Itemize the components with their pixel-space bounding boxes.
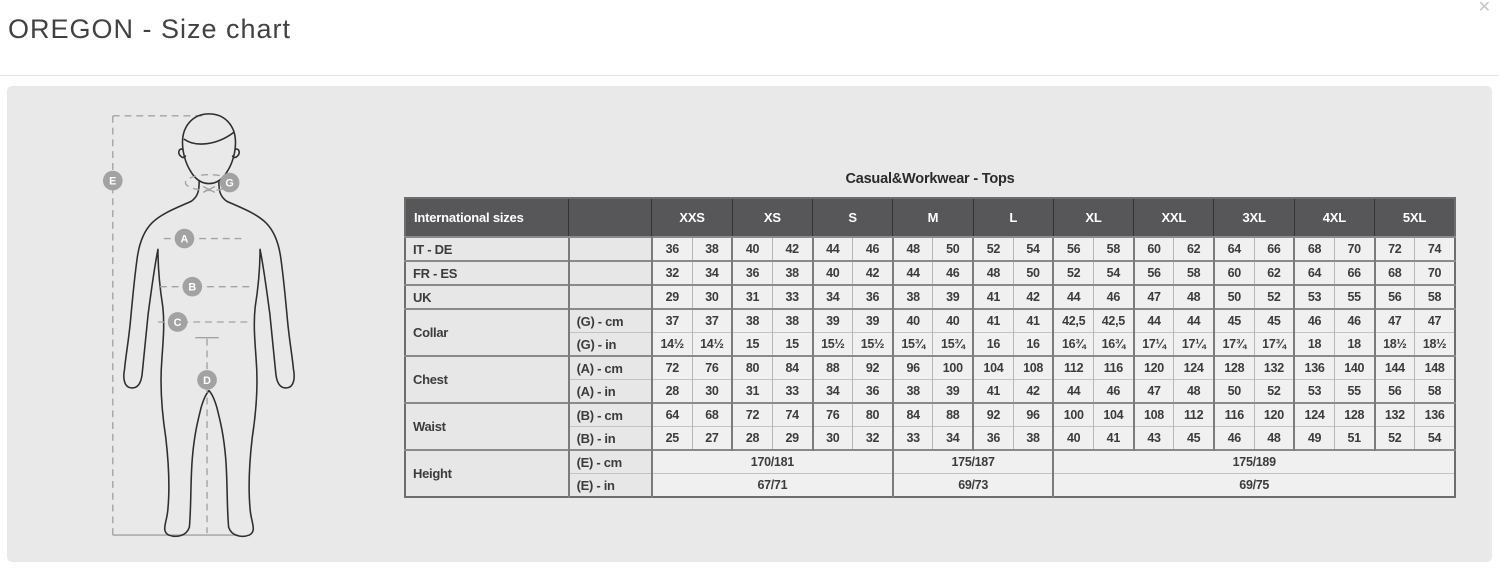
size-cell: 74 [1415,237,1455,261]
size-cell-merged: 69/75 [1053,474,1455,498]
size-cell: 38 [893,285,933,309]
size-cell: 15 [772,333,812,357]
size-cell: 58 [1415,380,1455,404]
size-cell: 72 [732,403,772,427]
size-cell: 104 [1094,403,1134,427]
size-cell: 108 [1134,403,1174,427]
size-cell: 54 [1013,237,1053,261]
size-cell: 55 [1334,285,1374,309]
size-cell: 28 [732,427,772,451]
size-chart-panel [7,86,1492,562]
size-column-header: 4XL [1294,198,1374,237]
size-cell: 56 [1375,285,1415,309]
size-cell: 120 [1254,403,1294,427]
size-cell: 34 [813,380,853,404]
size-table-section [404,170,1456,498]
size-cell: 44 [1134,309,1174,333]
size-cell: 88 [933,403,973,427]
size-cell: 40 [893,309,933,333]
size-cell: 48 [973,261,1013,285]
page-title: OREGON - Size chart [8,14,292,44]
size-column-header: M [893,198,973,237]
size-cell: 18½ [1415,333,1455,357]
row-sub-label: (E) - cm [569,450,652,474]
size-cell: 15¾ [893,333,933,357]
size-cell: 64 [1294,261,1334,285]
size-cell: 40 [732,237,772,261]
row-label: Chest [405,356,569,403]
sub-corner-header [569,198,652,237]
size-cell: 48 [1174,380,1214,404]
size-cell: 60 [1214,261,1254,285]
size-cell: 50 [1013,261,1053,285]
human-silhouette [100,106,318,538]
size-cell: 56 [1053,237,1093,261]
measure-label-B [182,277,202,297]
size-cell: 53 [1294,380,1334,404]
size-cell: 14½ [692,333,732,357]
size-cell: 47 [1134,380,1174,404]
table-title: Casual&Workwear - Tops [845,171,1015,187]
collar-bow-mark [203,187,215,193]
svg-text:B: B [188,281,197,294]
size-cell: 39 [933,285,973,309]
size-cell: 124 [1294,403,1334,427]
row-sub-label: (B) - in [569,427,652,451]
close-icon[interactable]: ✕ [1477,0,1491,16]
size-cell: 16 [973,333,1013,357]
size-cell: 44 [1053,285,1093,309]
size-cell: 128 [1334,403,1374,427]
size-cell: 84 [893,403,933,427]
size-cell: 18½ [1375,333,1415,357]
size-cell: 30 [692,380,732,404]
size-cell: 104 [973,356,1013,380]
size-cell: 112 [1174,403,1214,427]
size-cell: 52 [1254,285,1294,309]
size-cell: 58 [1415,285,1455,309]
size-cell: 42 [853,261,893,285]
size-cell: 36 [652,237,692,261]
size-cell: 16¾ [1094,333,1134,357]
size-cell: 31 [732,380,772,404]
left-ear [179,149,186,157]
size-cell: 92 [973,403,1013,427]
size-cell: 70 [1415,261,1455,285]
row-sub-label [569,237,652,261]
size-cell: 56 [1134,261,1174,285]
size-cell: 36 [853,285,893,309]
size-cell: 37 [652,309,692,333]
size-cell: 136 [1415,403,1455,427]
size-cell: 48 [1254,427,1294,451]
size-cell: 28 [652,380,692,404]
size-cell: 41 [973,285,1013,309]
size-cell: 33 [772,285,812,309]
size-cell: 51 [1334,427,1374,451]
size-cell: 62 [1254,261,1294,285]
size-cell: 54 [1415,427,1455,451]
size-cell-merged: 170/181 [652,450,893,474]
size-cell: 74 [772,403,812,427]
size-cell: 46 [933,261,973,285]
size-cell: 46 [853,237,893,261]
size-cell: 32 [652,261,692,285]
size-cell: 30 [692,285,732,309]
size-column-header: 3XL [1214,198,1294,237]
size-cell: 40 [1053,427,1093,451]
size-cell: 58 [1174,261,1214,285]
size-cell: 46 [1294,309,1334,333]
row-sub-label: (A) - cm [569,356,652,380]
size-cell: 47 [1415,309,1455,333]
size-cell: 16¾ [1053,333,1093,357]
size-cell: 39 [813,309,853,333]
size-cell: 132 [1375,403,1415,427]
svg-text:A: A [180,233,189,246]
size-cell: 64 [652,403,692,427]
size-cell: 52 [973,237,1013,261]
size-cell: 60 [1134,237,1174,261]
size-cell: 17¼ [1174,333,1214,357]
row-sub-label: (G) - in [569,333,652,357]
size-cell: 72 [652,356,692,380]
size-cell: 49 [1294,427,1334,451]
size-cell: 132 [1254,356,1294,380]
corner-header: International sizes [405,198,569,237]
size-cell: 120 [1134,356,1174,380]
svg-text:C: C [173,316,182,329]
size-cell: 68 [1375,261,1415,285]
row-label: UK [405,285,569,309]
size-cell: 58 [1094,237,1134,261]
size-cell: 44 [1174,309,1214,333]
size-cell: 18 [1294,333,1334,357]
size-cell: 54 [1094,261,1134,285]
size-cell: 96 [893,356,933,380]
size-table [404,197,1456,498]
row-label: Height [405,450,569,497]
size-cell: 41 [1013,309,1053,333]
size-cell: 36 [853,380,893,404]
row-label: Collar [405,309,569,356]
size-cell: 116 [1214,403,1254,427]
size-cell: 53 [1294,285,1334,309]
size-cell: 38 [772,261,812,285]
size-cell: 43 [1134,427,1174,451]
size-cell: 64 [1214,237,1254,261]
size-cell: 76 [692,356,732,380]
body-right-half [209,181,294,537]
size-cell: 33 [772,380,812,404]
size-cell: 38 [772,309,812,333]
size-cell-merged: 175/187 [893,450,1054,474]
size-cell: 56 [1375,380,1415,404]
size-cell: 14½ [652,333,692,357]
size-cell: 47 [1375,309,1415,333]
size-cell: 42 [772,237,812,261]
size-cell: 52 [1053,261,1093,285]
header-divider [0,75,1499,76]
svg-text:E: E [109,175,117,188]
size-cell: 50 [933,237,973,261]
size-cell: 38 [1013,427,1053,451]
size-cell: 17¾ [1254,333,1294,357]
size-cell: 140 [1334,356,1374,380]
body-left-half [124,181,209,537]
size-cell: 27 [692,427,732,451]
measure-label-E [103,171,123,191]
size-cell: 34 [813,285,853,309]
size-cell-merged: 175/189 [1053,450,1455,474]
size-cell: 45 [1254,309,1294,333]
size-column-header: XXL [1134,198,1214,237]
size-column-header: XS [732,198,812,237]
size-cell: 15 [732,333,772,357]
size-cell: 50 [1214,380,1254,404]
size-cell: 25 [652,427,692,451]
size-cell: 48 [893,237,933,261]
size-cell: 46 [1094,380,1134,404]
size-column-header: XXS [652,198,732,237]
size-cell: 46 [1214,427,1254,451]
size-cell: 29 [652,285,692,309]
size-cell: 41 [973,380,1013,404]
size-cell: 38 [692,237,732,261]
row-sub-label [569,285,652,309]
size-cell: 66 [1334,261,1374,285]
size-column-header: XL [1053,198,1133,237]
size-cell: 80 [853,403,893,427]
row-sub-label: (B) - cm [569,403,652,427]
size-cell: 18 [1334,333,1374,357]
size-cell: 17¼ [1134,333,1174,357]
size-cell: 128 [1214,356,1254,380]
size-cell: 44 [813,237,853,261]
size-cell: 112 [1053,356,1093,380]
size-cell: 48 [1174,285,1214,309]
size-cell: 44 [1053,380,1093,404]
measure-label-G [220,173,240,193]
row-sub-label: (A) - in [569,380,652,404]
row-sub-label: (E) - in [569,474,652,498]
right-ear [233,149,240,157]
size-cell: 80 [732,356,772,380]
row-label: FR - ES [405,261,569,285]
size-cell: 124 [1174,356,1214,380]
size-cell: 44 [893,261,933,285]
size-cell: 92 [853,356,893,380]
size-cell: 15½ [813,333,853,357]
size-column-header: S [813,198,893,237]
size-cell: 33 [893,427,933,451]
size-cell: 70 [1334,237,1374,261]
size-cell: 37 [692,309,732,333]
size-cell: 88 [813,356,853,380]
size-cell: 40 [813,261,853,285]
row-sub-label: (G) - cm [569,309,652,333]
size-cell: 76 [813,403,853,427]
size-cell: 46 [1094,285,1134,309]
size-cell: 144 [1375,356,1415,380]
svg-text:D: D [203,374,211,387]
size-cell: 42,5 [1053,309,1093,333]
size-cell: 42 [1013,380,1053,404]
size-cell: 41 [973,309,1013,333]
size-cell: 45 [1214,309,1254,333]
size-cell: 52 [1254,380,1294,404]
size-cell: 47 [1134,285,1174,309]
size-cell: 45 [1174,427,1214,451]
size-column-header: 5XL [1375,198,1456,237]
row-label: IT - DE [405,237,569,261]
svg-text:G: G [225,177,234,190]
measure-label-C [168,312,188,332]
size-cell: 116 [1094,356,1134,380]
row-label: Waist [405,403,569,450]
size-column-header: L [973,198,1053,237]
size-cell: 108 [1013,356,1053,380]
size-cell: 39 [933,380,973,404]
size-cell: 36 [732,261,772,285]
size-cell: 32 [853,427,893,451]
size-cell: 31 [732,285,772,309]
size-cell: 29 [772,427,812,451]
size-cell: 68 [692,403,732,427]
size-cell: 100 [933,356,973,380]
size-cell: 38 [732,309,772,333]
size-cell: 42 [1013,285,1053,309]
size-cell: 42,5 [1094,309,1134,333]
hair-line [184,133,233,145]
size-cell: 50 [1214,285,1254,309]
size-cell: 30 [813,427,853,451]
size-cell: 148 [1415,356,1455,380]
size-cell-merged: 69/73 [893,474,1054,498]
size-cell: 36 [973,427,1013,451]
row-sub-label [569,261,652,285]
size-cell: 96 [1013,403,1053,427]
size-cell: 100 [1053,403,1093,427]
size-cell: 39 [853,309,893,333]
size-cell: 34 [933,427,973,451]
size-cell: 66 [1254,237,1294,261]
measure-label-D [197,370,217,390]
size-cell: 84 [772,356,812,380]
size-cell: 15¾ [933,333,973,357]
size-cell: 68 [1294,237,1334,261]
size-cell: 40 [933,309,973,333]
size-cell: 16 [1013,333,1053,357]
size-cell-merged: 67/71 [652,474,893,498]
size-cell: 38 [893,380,933,404]
size-cell: 136 [1294,356,1334,380]
size-cell: 72 [1375,237,1415,261]
size-cell: 17¾ [1214,333,1254,357]
size-cell: 34 [692,261,732,285]
size-cell: 41 [1094,427,1134,451]
body-measurement-figure [100,106,318,538]
size-cell: 46 [1334,309,1374,333]
size-cell: 52 [1375,427,1415,451]
size-cell: 55 [1334,380,1374,404]
size-cell: 15½ [853,333,893,357]
measure-label-A [175,229,195,249]
size-cell: 62 [1174,237,1214,261]
